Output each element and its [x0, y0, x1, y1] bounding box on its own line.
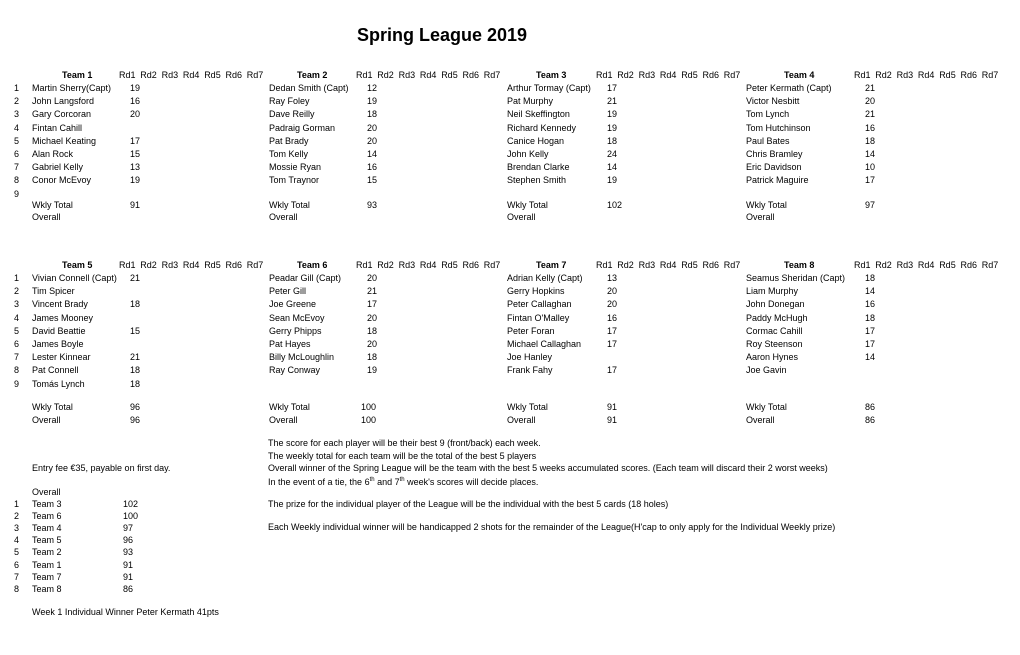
- rule-line-3: Overall winner of the Spring League will be the team with the best 5 weeks accumulated scores. (Each team will discard their 2 worst weeks): [268, 463, 828, 473]
- round-label: Rd4: [917, 260, 935, 270]
- round-label: Rd1: [596, 70, 613, 80]
- round-label: Rd7: [483, 260, 501, 270]
- player-rd1-score: 24: [607, 149, 618, 159]
- round-label: Rd3: [161, 260, 179, 270]
- wkly-total-label: Wkly Total: [32, 402, 73, 412]
- round-label: Rd5: [204, 70, 221, 80]
- page-title: Spring League 2019: [357, 25, 528, 45]
- player-name: Pat Brady: [269, 135, 309, 146]
- player-name: Gary Corcoran: [32, 109, 92, 120]
- row-number: 9: [14, 378, 20, 389]
- player-rd1-score: 20: [607, 299, 618, 310]
- player-name: David Beattie: [32, 325, 86, 336]
- round-label: Rd2: [377, 70, 394, 80]
- player-rd1-score: 20: [367, 339, 378, 349]
- rule-line-4-b: and 7: [374, 477, 400, 487]
- standings-score: 93: [123, 547, 134, 558]
- row-number: 3: [14, 109, 20, 120]
- player-rd1-score: 19: [607, 175, 618, 186]
- round-label: Rd1: [854, 70, 871, 80]
- player-name: Canice Hogan: [507, 135, 565, 146]
- player-rd1-score: 21: [130, 273, 141, 283]
- player-rd1-score: 20: [367, 312, 378, 323]
- player-rd1-score: 18: [367, 352, 378, 363]
- overall-label: Overall: [507, 212, 536, 222]
- player-rd1-score: 18: [130, 378, 141, 389]
- standings-position: 3: [14, 523, 20, 534]
- standings-heading: Overall: [32, 487, 61, 497]
- wkly-total-value: 100: [361, 402, 377, 412]
- row-number: 2: [14, 286, 20, 297]
- row-number: 2: [14, 96, 20, 107]
- player-rd1-score: 17: [607, 325, 618, 336]
- player-rd1-score: 17: [130, 135, 141, 146]
- round-label: Rd4: [182, 70, 200, 80]
- player-name: Dave Reilly: [269, 109, 315, 120]
- standings-position: 6: [14, 559, 20, 570]
- overall-label: Overall: [746, 212, 775, 222]
- player-rd1-score: 17: [865, 175, 876, 186]
- round-label: Rd2: [875, 70, 892, 80]
- round-label: Rd3: [161, 70, 179, 80]
- round-label: Rd1: [119, 70, 136, 80]
- player-rd1-score: 19: [607, 109, 618, 120]
- player-rd1-score: 16: [367, 162, 378, 173]
- player-rd1-score: 17: [607, 365, 618, 376]
- player-name: Frank Fahy: [507, 365, 553, 376]
- player-rd1-score: 14: [607, 162, 618, 173]
- row-number: 6: [14, 339, 20, 349]
- wkly-total-value: 91: [607, 402, 618, 412]
- round-label: Rd6: [225, 70, 243, 80]
- player-name: Michael Keating: [32, 135, 97, 146]
- rule-line-6: Each Weekly individual winner will be handicapped 2 shots for the remainder of the League(H'cap to only apply for the Individual Weekly prize): [268, 522, 836, 532]
- wkly-total-value: 97: [865, 200, 876, 210]
- round-label: Rd2: [140, 70, 157, 80]
- standings-position: 4: [14, 535, 20, 546]
- player-name: Adrian Kelly (Capt): [507, 273, 583, 283]
- player-name: Paul Bates: [746, 135, 790, 146]
- rule-line-4-c: week's scores will decide places.: [404, 477, 539, 487]
- row-number: 7: [14, 162, 20, 173]
- player-rd1-score: 12: [367, 83, 378, 93]
- overall-value: 91: [607, 415, 618, 425]
- player-name: Ray Conway: [269, 365, 321, 376]
- round-label: Rd3: [398, 260, 416, 270]
- standings-score: 97: [123, 523, 134, 534]
- round-label: Rd5: [681, 260, 698, 270]
- player-rd1-score: 18: [865, 312, 876, 323]
- player-rd1-score: 16: [865, 122, 876, 133]
- player-name: Joe Gavin: [746, 365, 787, 376]
- round-label: Rd7: [981, 70, 999, 80]
- player-rd1-score: 19: [367, 365, 378, 376]
- player-rd1-score: 16: [607, 312, 618, 323]
- player-name: Cormac Cahill: [746, 325, 803, 336]
- player-rd1-score: 18: [865, 273, 876, 283]
- player-name: Aaron Hynes: [746, 352, 799, 363]
- player-name: John Donegan: [746, 299, 805, 310]
- player-name: Brendan Clarke: [507, 162, 570, 173]
- player-rd1-score: 18: [130, 299, 141, 310]
- standings-team: Team 3: [32, 499, 62, 509]
- round-label: Rd6: [960, 260, 978, 270]
- player-name: Stephen Smith: [507, 175, 567, 186]
- team-header: Team 3: [536, 70, 567, 80]
- standings-score: 96: [123, 535, 134, 546]
- round-label: Rd2: [377, 260, 394, 270]
- rule-line-4-sup1: th: [369, 477, 375, 483]
- round-label: Rd2: [617, 260, 634, 270]
- player-rd1-score: 15: [367, 175, 378, 186]
- standings-position: 2: [14, 511, 20, 522]
- round-label: Rd2: [140, 260, 157, 270]
- overall-label: Overall: [32, 212, 61, 222]
- overall-value: 86: [865, 415, 876, 425]
- team-header: Team 1: [62, 70, 93, 80]
- overall-value: 96: [130, 415, 141, 425]
- player-name: Neil Skeffington: [507, 109, 570, 120]
- week1-winner: Week 1 Individual Winner Peter Kermath 41pts: [32, 607, 219, 617]
- player-name: Sean McEvoy: [269, 312, 325, 323]
- player-rd1-score: 18: [367, 325, 378, 336]
- player-name: Gabriel Kelly: [32, 162, 84, 173]
- row-number: 5: [14, 325, 20, 336]
- round-label: Rd1: [119, 260, 136, 270]
- player-rd1-score: 17: [865, 339, 876, 349]
- round-label: Rd4: [419, 260, 437, 270]
- row-number: 1: [14, 83, 20, 93]
- player-name: Dedan Smith (Capt): [269, 83, 349, 93]
- round-label: Rd4: [419, 70, 437, 80]
- player-name: Padraig Gorman: [269, 122, 336, 133]
- player-name: James Boyle: [32, 339, 84, 349]
- player-name: Tomás Lynch: [32, 378, 85, 389]
- player-name: Mossie Ryan: [269, 162, 322, 173]
- player-rd1-score: 21: [607, 96, 618, 107]
- player-name: Pat Hayes: [269, 339, 311, 349]
- round-label: Rd3: [638, 70, 656, 80]
- row-number: 4: [14, 312, 20, 323]
- player-rd1-score: 20: [130, 109, 141, 120]
- player-name: Chris Bramley: [746, 149, 803, 159]
- player-name: John Langsford: [32, 96, 95, 107]
- overall-label: Overall: [746, 415, 775, 425]
- row-number: 6: [14, 149, 20, 159]
- player-name: Paddy McHugh: [746, 312, 808, 323]
- row-number: 3: [14, 299, 20, 310]
- round-label: Rd6: [462, 70, 480, 80]
- overall-label: Overall: [269, 415, 298, 425]
- player-rd1-score: 20: [367, 135, 378, 146]
- row-number: 7: [14, 352, 20, 363]
- team-header: Team 6: [297, 260, 328, 270]
- player-rd1-score: 16: [865, 299, 876, 310]
- player-name: Tom Lynch: [746, 109, 790, 120]
- round-label: Rd6: [225, 260, 243, 270]
- rule-line-5: The prize for the individual player of the League will be the individual with the best 5 cards (18 holes): [268, 499, 669, 509]
- player-rd1-score: 20: [367, 122, 378, 133]
- wkly-total-label: Wkly Total: [746, 200, 787, 210]
- player-name: Joe Hanley: [507, 352, 553, 363]
- player-name: Tom Hutchinson: [746, 122, 811, 133]
- round-label: Rd5: [681, 70, 698, 80]
- round-label: Rd6: [462, 260, 480, 270]
- round-label: Rd4: [659, 70, 677, 80]
- overall-label: Overall: [32, 415, 61, 425]
- round-label: Rd7: [483, 70, 501, 80]
- round-label: Rd7: [981, 260, 999, 270]
- round-label: Rd4: [659, 260, 677, 270]
- player-rd1-score: 13: [607, 273, 618, 283]
- player-rd1-score: 17: [865, 325, 876, 336]
- player-name: Richard Kennedy: [507, 122, 577, 133]
- round-label: Rd6: [960, 70, 978, 80]
- row-number: 8: [14, 175, 20, 186]
- rule-line-1: The score for each player will be their best 9 (front/back) each week.: [268, 438, 541, 448]
- round-label: Rd3: [896, 70, 914, 80]
- round-label: Rd7: [246, 260, 264, 270]
- team-header: Team 7: [536, 260, 567, 270]
- player-rd1-score: 21: [130, 352, 141, 363]
- rule-line-2: The weekly total for each team will be the total of the best 5 players: [268, 451, 537, 461]
- player-name: Patrick Maguire: [746, 175, 809, 186]
- standings-team: Team 1: [32, 559, 62, 570]
- player-rd1-score: 17: [607, 339, 618, 349]
- round-label: Rd1: [356, 260, 373, 270]
- player-rd1-score: 21: [367, 286, 378, 297]
- round-label: Rd5: [441, 260, 458, 270]
- round-label: Rd1: [356, 70, 373, 80]
- player-name: James Mooney: [32, 312, 94, 323]
- player-name: Billy McLoughlin: [269, 352, 335, 363]
- standings-score: 91: [123, 559, 134, 570]
- standings-score: 100: [123, 511, 139, 522]
- wkly-total-label: Wkly Total: [269, 200, 310, 210]
- round-label: Rd3: [896, 260, 914, 270]
- round-label: Rd4: [182, 260, 200, 270]
- standings-position: 8: [14, 583, 20, 594]
- round-label: Rd5: [441, 70, 458, 80]
- player-name: Tom Kelly: [269, 149, 309, 159]
- player-name: Eric Davidson: [746, 162, 802, 173]
- round-label: Rd6: [702, 260, 720, 270]
- row-number: 4: [14, 122, 20, 133]
- player-name: Peadar Gill (Capt): [269, 273, 342, 283]
- player-name: Tim Spicer: [32, 286, 75, 297]
- standings-position: 7: [14, 571, 20, 582]
- player-name: Peter Gill: [269, 286, 307, 297]
- player-name: Fintan O'Malley: [507, 312, 570, 323]
- overall-label: Overall: [269, 212, 298, 222]
- rule-line-4-a: In the event of a tie, the 6: [268, 477, 370, 487]
- player-name: Lester Kinnear: [32, 352, 91, 363]
- team-header: Team 4: [784, 70, 815, 80]
- overall-label: Overall: [507, 415, 536, 425]
- player-name: Seamus Sheridan (Capt): [746, 273, 846, 283]
- entry-fee: Entry fee €35, payable on first day.: [32, 463, 171, 473]
- row-number: 1: [14, 273, 20, 283]
- round-label: Rd4: [917, 70, 935, 80]
- player-name: Victor Nesbitt: [746, 96, 800, 107]
- player-name: Fintan Cahill: [32, 122, 83, 133]
- player-rd1-score: 21: [865, 83, 876, 93]
- wkly-total-value: 86: [865, 402, 876, 412]
- player-name: Peter Foran: [507, 325, 555, 336]
- wkly-total-label: Wkly Total: [746, 402, 787, 412]
- player-rd1-score: 16: [130, 96, 141, 107]
- player-rd1-score: 17: [607, 83, 618, 93]
- player-rd1-score: 14: [865, 286, 876, 297]
- row-number: 5: [14, 135, 20, 146]
- player-rd1-score: 20: [865, 96, 876, 107]
- overall-value: 100: [361, 415, 377, 425]
- round-label: Rd2: [617, 70, 634, 80]
- player-name: Vivian Connell (Capt): [32, 273, 117, 283]
- standings-score: 91: [123, 571, 134, 582]
- player-name: Tom Traynor: [269, 175, 320, 186]
- player-name: John Kelly: [507, 149, 549, 159]
- player-rd1-score: 19: [607, 122, 618, 133]
- standings-team: Team 5: [32, 535, 62, 546]
- round-label: Rd1: [596, 260, 613, 270]
- row-number: 8: [14, 365, 20, 376]
- wkly-total-value: 93: [367, 200, 378, 210]
- player-name: Conor McEvoy: [32, 175, 92, 186]
- standings-team: Team 7: [32, 571, 62, 582]
- round-label: Rd6: [702, 70, 720, 80]
- player-name: Pat Connell: [32, 365, 79, 376]
- player-rd1-score: 18: [865, 135, 876, 146]
- player-rd1-score: 14: [865, 149, 876, 159]
- team-header: Team 8: [784, 260, 815, 270]
- standings-team: Team 8: [32, 583, 62, 594]
- player-rd1-score: 14: [865, 352, 876, 363]
- wkly-total-value: 102: [607, 200, 623, 210]
- player-rd1-score: 20: [367, 273, 378, 283]
- player-rd1-score: 10: [865, 162, 876, 173]
- player-rd1-score: 19: [130, 175, 141, 186]
- team-header: Team 5: [62, 260, 93, 270]
- wkly-total-label: Wkly Total: [32, 200, 73, 210]
- player-rd1-score: 20: [607, 286, 618, 297]
- round-label: Rd7: [723, 260, 741, 270]
- standings-position: 1: [14, 499, 20, 509]
- round-label: Rd3: [398, 70, 416, 80]
- player-name: Liam Murphy: [746, 286, 799, 297]
- player-rd1-score: 15: [130, 325, 141, 336]
- player-rd1-score: 18: [607, 135, 618, 146]
- wkly-total-value: 96: [130, 402, 141, 412]
- row-number: 9: [14, 188, 20, 199]
- player-rd1-score: 14: [367, 149, 378, 159]
- player-name: Michael Callaghan: [507, 339, 582, 349]
- player-rd1-score: 15: [130, 149, 141, 159]
- player-rd1-score: 13: [130, 162, 141, 173]
- player-name: Alan Rock: [32, 149, 74, 159]
- player-name: Pat Murphy: [507, 96, 554, 107]
- player-rd1-score: 17: [367, 299, 378, 310]
- standings-team: Team 2: [32, 547, 62, 558]
- round-label: Rd5: [939, 70, 956, 80]
- player-name: Ray Foley: [269, 96, 310, 107]
- standings-position: 5: [14, 547, 20, 558]
- player-name: Vincent Brady: [32, 299, 88, 310]
- player-rd1-score: 18: [130, 365, 141, 376]
- round-label: Rd5: [204, 260, 221, 270]
- round-label: Rd1: [854, 260, 871, 270]
- round-label: Rd7: [246, 70, 264, 80]
- player-rd1-score: 21: [865, 109, 876, 120]
- wkly-total-label: Wkly Total: [269, 402, 310, 412]
- player-rd1-score: 19: [130, 83, 141, 93]
- standings-team: Team 4: [32, 523, 62, 534]
- rule-line-4: [268, 475, 538, 488]
- team-header: Team 2: [297, 70, 328, 80]
- player-name: Martin Sherry(Capt): [32, 83, 112, 93]
- player-name: Roy Steenson: [746, 339, 803, 349]
- round-label: Rd5: [939, 260, 956, 270]
- round-label: Rd7: [723, 70, 741, 80]
- player-name: Arthur Tormay (Capt): [507, 83, 591, 93]
- player-name: Gerry Hopkins: [507, 286, 565, 297]
- standings-score: 86: [123, 583, 134, 594]
- wkly-total-label: Wkly Total: [507, 402, 548, 412]
- round-label: Rd2: [875, 260, 892, 270]
- standings-team: Team 6: [32, 511, 62, 522]
- player-name: Peter Callaghan: [507, 299, 572, 310]
- rule-line-4-sup2: th: [399, 477, 405, 483]
- player-name: Peter Kermath (Capt): [746, 83, 832, 93]
- player-rd1-score: 18: [367, 109, 378, 120]
- player-name: Gerry Phipps: [269, 325, 322, 336]
- round-label: Rd3: [638, 260, 656, 270]
- player-name: Joe Greene: [269, 299, 317, 310]
- standings-score: 102: [123, 499, 139, 509]
- wkly-total-label: Wkly Total: [507, 200, 548, 210]
- player-rd1-score: 19: [367, 96, 378, 107]
- wkly-total-value: 91: [130, 200, 141, 210]
